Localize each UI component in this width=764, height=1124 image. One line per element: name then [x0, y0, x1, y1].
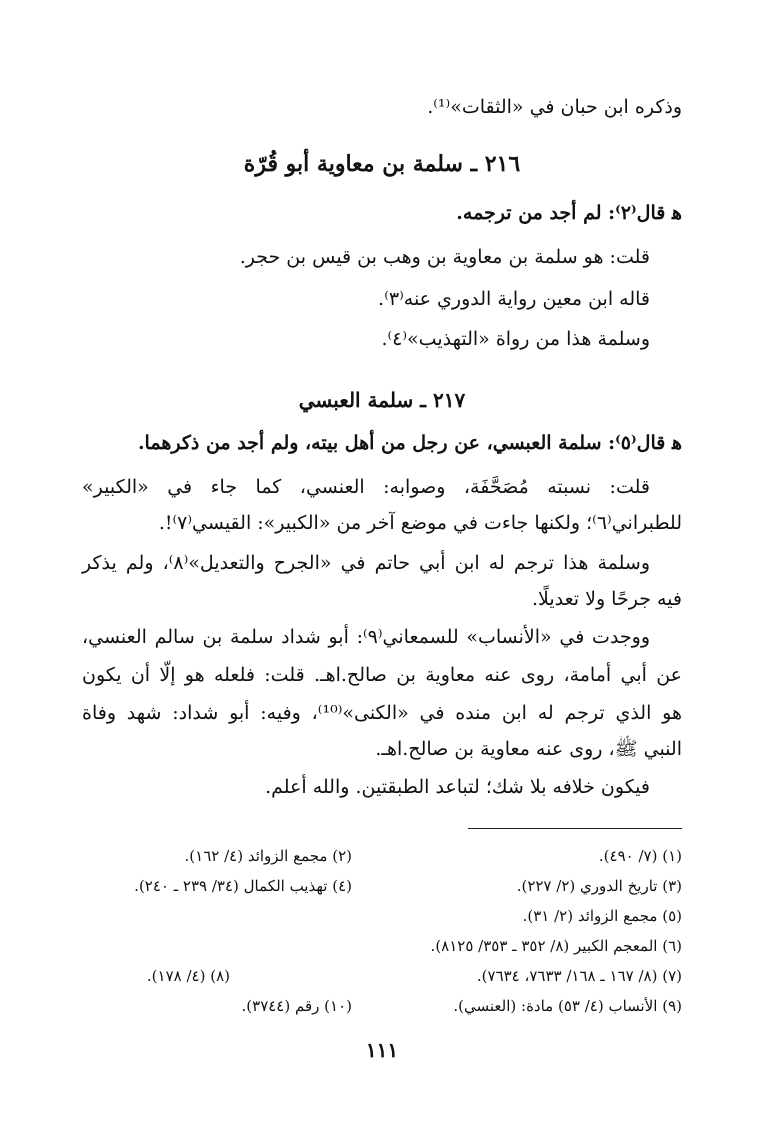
footnote-9: (٩) الأنساب (٤/ ٥٣) مادة: (العنسي).	[453, 997, 682, 1015]
text-line-10: فيه جرحًا ولا تعديلًا.	[532, 588, 682, 610]
text-line-3: قلت: هو سلمة بن معاوية بن وهب بن قيس بن حجر.	[239, 246, 650, 268]
footnote-7: (٧) (٨/ ١٦٧ ـ ١٦٨/ ٧٦٣٣، ٧٦٣٤).	[476, 967, 682, 985]
entry-heading-216: ٢١٦ ـ سلمة بن معاوية أبو قُرّة	[243, 151, 521, 177]
entry-heading-217: ٢١٧ ـ سلمة العبسي	[298, 388, 466, 412]
page-number: ١١١	[365, 1038, 399, 1062]
text-line-5: وسلمة هذا من رواة «التهذيب»⁽٤⁾.	[381, 328, 650, 350]
text-line-11: ووجدت في «الأنساب» للسمعاني⁽٩⁾: أبو شداد سلمة بن سالم العنسي،	[82, 626, 651, 648]
footnote-3: (٣) تاريخ الدوري (٢/ ٢٢٧).	[516, 877, 682, 895]
text-line-12: عن أبي أمامة، روى عنه معاوية بن صالح.اهـ. قلت: فلعله هو إلّا أن يكون	[82, 664, 682, 686]
text-line-9: وسلمة هذا ترجم له ابن أبي حاتم في «الجرح والتعديل»⁽٨⁾، ولم يذكر	[82, 552, 650, 574]
text-line-15: فيكون خلافه بلا شك؛ لتباعد الطبقتين. والله أعلم.	[265, 776, 650, 798]
text-line-14: النبي ﷺ، روى عنه معاوية بن صالح.اهـ.	[375, 738, 682, 760]
footnote-2: (٢) مجمع الزوائد (٤/ ١٦٢).	[184, 847, 352, 865]
footnote-divider	[468, 828, 682, 829]
quote-line-217: ﻫ قال⁽٥⁾: سلمة العبسي، عن رجل من أهل بيته، ولم أجد من ذكرهما.	[137, 432, 682, 454]
footnote-5: (٥) مجمع الزوائد (٢/ ٣١).	[522, 907, 682, 925]
text-line-4: قاله ابن معين رواية الدوري عنه⁽٣⁾.	[378, 288, 650, 310]
quote-line-216: ﻫ قال⁽٢⁾: لم أجد من ترجمه.	[456, 202, 682, 224]
footnote-4: (٤) تهذيب الكمال (٣٤/ ٢٣٩ ـ ٢٤٠).	[134, 877, 352, 895]
footnote-10: (١٠) رقم (٣٧٤٤).	[241, 997, 352, 1015]
footnote-6: (٦) المعجم الكبير (٨/ ٣٥٢ ـ ٣٥٣/ ٨١٢٥).	[430, 937, 682, 955]
footnote-1: (١) (٧/ ٤٩٠).	[598, 847, 682, 865]
text-line-1: وذكره ابن حبان في «الثقات»⁽¹⁾.	[427, 96, 682, 118]
text-line-8: للطبراني⁽٦⁾؛ ولكنها جاءت في موضع آخر من «الكبير»: القيسي⁽٧⁾!.	[158, 512, 682, 534]
text-line-13: هو الذي ترجم له ابن منده في «الكنى»⁽¹⁰⁾، وفيه: أبو شداد: شهد وفاة	[82, 702, 682, 724]
text-line-7: قلت: نسبته مُصَحَّفَة، وصوابه: العنسي، كما جاء في «الكبير»	[82, 476, 650, 498]
footnote-8: (٨) (٤/ ١٧٨).	[146, 967, 230, 985]
